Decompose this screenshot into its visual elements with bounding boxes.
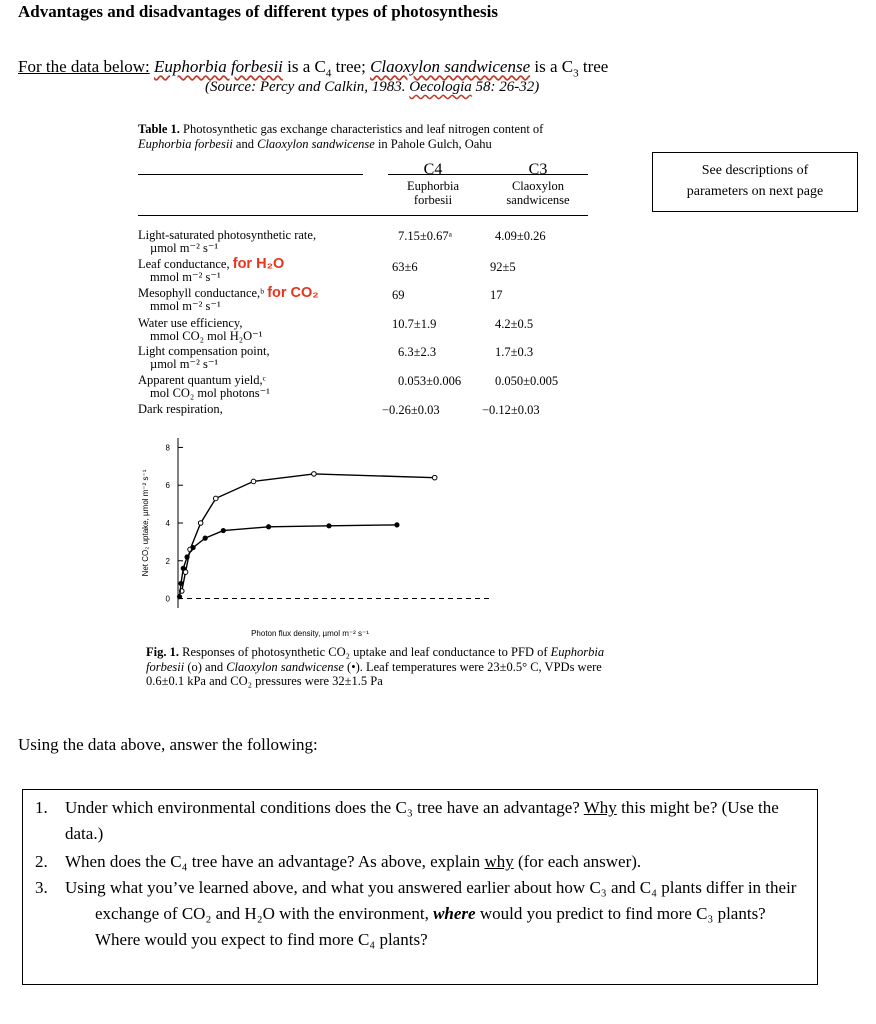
cell-c4: 7.15±0.67ᵃ [398,229,453,243]
cell-c3: −0.12±0.03 [482,403,540,417]
source-citation: (Source: Percy and Calkin, 1983. Oecologia 58: 26-32) [205,79,540,95]
cell-c3: 4.2±0.5 [495,317,534,331]
see-descriptions-box: See descriptions of parameters on next page [652,152,858,212]
table-row: Water use efficiency, mmol CO₂ mol H₂O⁻¹ [138,316,263,343]
intro-text2: tree; [335,57,366,76]
cell-c4: 10.7±1.9 [392,317,437,331]
figure-caption: Fig. 1. Responses of photosynthetic CO₂ uptake and leaf conductance to PFD of Euphorbia forbesii (o) and Claoxylon sandwicense (•). Leaf temperatures were 23±0.5° C, VPDs were 0.6±0.1 kPa and CO₂ pressures were 32±1.5 Pa [146,645,605,688]
cell-c4: 63±6 [392,260,418,274]
x-axis-label: Photon flux density, µmol m⁻² s⁻¹ [251,629,369,638]
note-h2o: for H₂O [232,256,285,272]
journal-name: Oecologia [409,79,472,95]
series-line-2 [180,525,397,597]
table-row: Leaf conductance, for H₂O mmol m⁻² s⁻¹ [138,256,285,284]
cell-c4: 69 [392,288,405,302]
cell-c3: 17 [490,288,503,302]
table-caption: Table 1. Photosynthetic gas exchange characteristics and leaf nitrogen content of Euphorbia forbesii and Claoxylon sandwicense in Pahole Gulch, Oahu [138,122,544,151]
intro-text1: is a $C_4$ [287,57,332,80]
col-header-c4: C4 Euphorbia forbesii [406,161,460,207]
data-point-filled [191,545,196,550]
table-row: Dark respiration, [138,402,223,416]
cell-c3: 1.7±0.3 [495,345,534,359]
data-point-filled [177,594,182,599]
intro-line [18,57,608,79]
cell-c4: 6.3±2.3 [398,345,437,359]
data-point-filled [178,581,183,586]
data-point-filled [221,528,226,533]
data-point-filled [394,522,399,527]
instructions: Using the data above, answer the following: [18,735,318,754]
note-co2: for CO₂ [267,285,319,301]
data-point-filled [181,566,186,571]
col-header-c3: C3 Claoxylon sandwicense [506,161,570,207]
table-row: Apparent quantum yield,ᶜ mol CO₂ mol photons⁻¹ [138,373,270,400]
data-point-open [432,475,437,480]
questions-box [22,789,818,985]
data-point-filled [326,523,331,528]
table-row: Light-saturated photosynthetic rate, µmol m⁻² s⁻¹ [138,228,317,255]
photosynthesis-chart [130,430,610,645]
species-c4: Euphorbia forbesii [153,57,283,76]
cell-c4: 0.053±0.006 [398,374,462,388]
species-c3: Claoxylon sandwicense [370,57,531,76]
data-point-open [198,521,203,526]
intro-lead: For the data below: [18,57,150,76]
question-3: 3. Using what you’ve learned above, and what you answered earlier about how C₃ and C₄ plants differ in their exchange of CO₂ and H₂O with the environment, where would you predict to find more C₃ plants? Where would you expect to find more C₄ plants? [35,878,797,949]
intro-text3: is a $C_3$ [534,57,579,80]
cell-c3: 92±5 [490,260,516,274]
table-row: Light compensation point, µmol m⁻² s⁻¹ [138,344,270,371]
data-point-filled [266,524,271,529]
data-point-open [312,472,317,477]
data-point-filled [184,554,189,559]
cell-c3: 4.09±0.26 [495,229,546,243]
table-rule-bottom [138,215,588,216]
data-point-open [251,479,256,484]
y-tick-label: 6 [165,481,170,491]
page-title: Advantages and disadvantages of different types of photosynthesis [18,2,498,21]
y-tick-label: 4 [165,519,170,528]
question-1: 1. Under which environmental conditions does the C₃ tree have an advantage? Why this might be? (Use the data.) [35,798,779,843]
question-2: 2. When does the C₄ tree have an advantage? As above, explain why (for each answer). [35,852,642,871]
table-rule-left [138,174,363,175]
intro-text4: tree [582,57,609,76]
y-tick-label: 0 [165,594,170,604]
data-point-filled [203,536,208,541]
cell-c3: 0.050±0.005 [495,374,559,388]
data-point-open [213,496,218,501]
table-row: Mesophyll conductance,ᵇ for CO₂ mmol m⁻² s⁻¹ [138,285,319,313]
cell-c4: −0.26±0.03 [382,403,440,417]
y-tick-label: 2 [165,556,170,566]
y-tick-label: 8 [165,443,170,453]
y-axis-label: Net CO₂ uptake, µmol m⁻² s⁻¹ [141,469,150,577]
